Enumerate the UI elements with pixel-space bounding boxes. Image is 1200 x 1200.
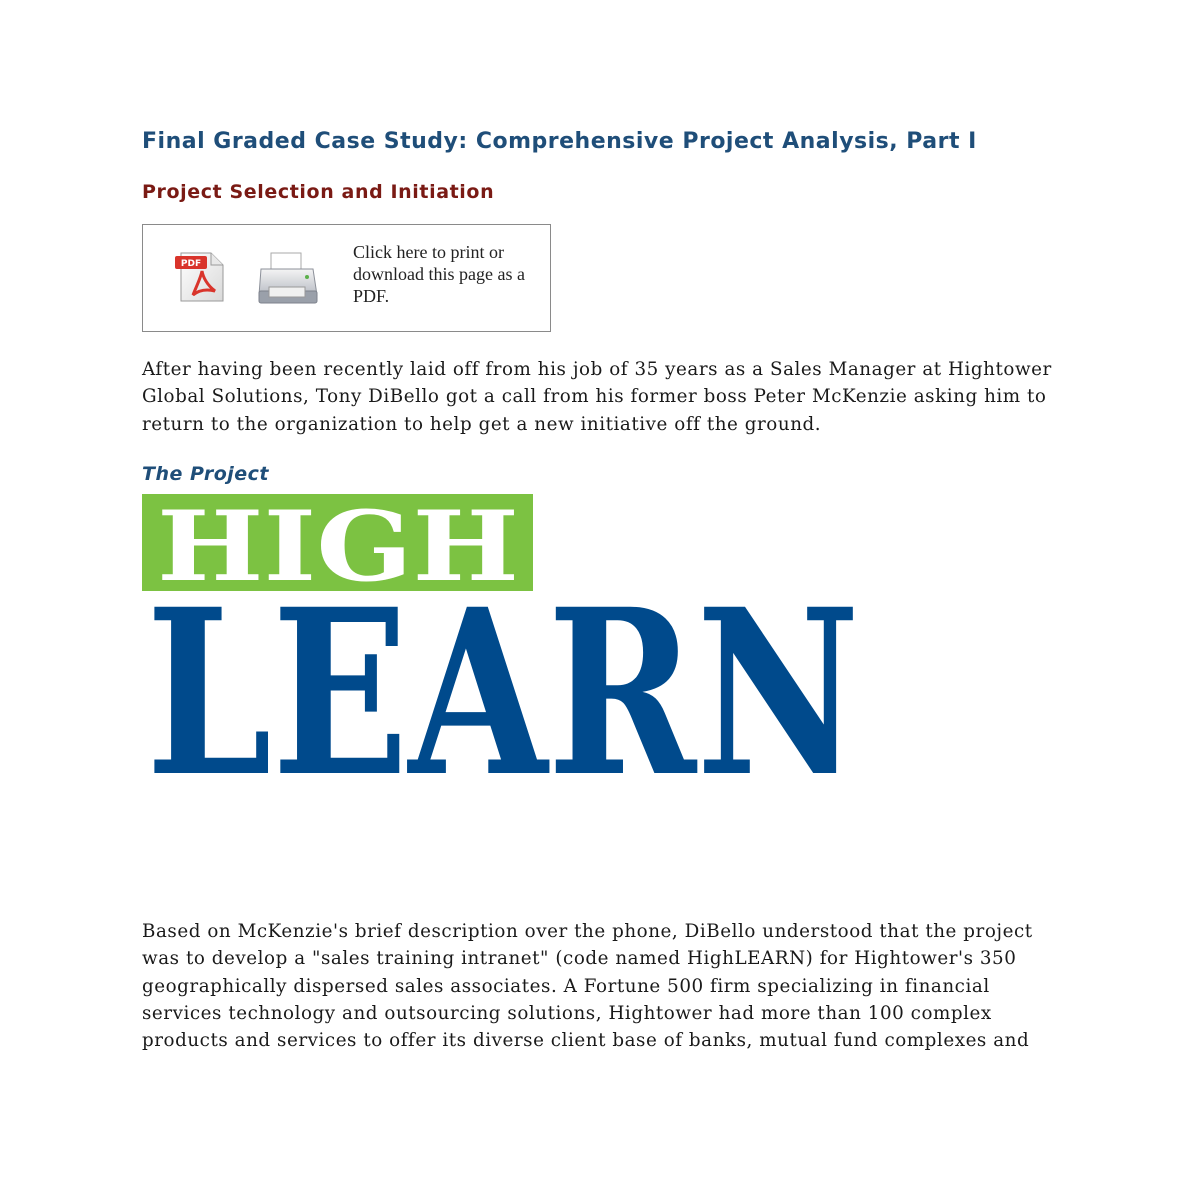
intro-paragraph: After having been recently laid off from his job of 35 years as a Sales Manager at Hightower Global Solutions, Tony DiBello got a call from his former boss Peter McKenzie asking him to return to the organization to help get a new initiative off the ground. [142,359,1052,435]
page-subtitle: Project Selection and Initiation [142,181,495,203]
page-title: Final Graded Case Study: Comprehensive Project Analysis, Part I [142,129,977,154]
pdf-file-icon [173,249,229,305]
document-page [142,128,1062,780]
highlearn-logo [142,494,864,776]
print-pdf-link-text[interactable]: Click here to print or download this page as a PDF. [353,242,525,306]
pdf-badge-label: PDF [180,259,202,269]
logo-word-learn: LEARN [146,558,860,776]
body-paragraph: Based on McKenzie's brief description over the phone, DiBello understood that the project was to develop a "sales training intranet" (code named HighLEARN) for Hightower's 350 geographically dispersed sales associates. A Fortune 500 firm specializing in financial services technology and outsourcing solutions, Hightower had more than 100 complex products and services to offer its diverse client base of banks, mutual fund complexes and [142,921,1033,1052]
logo-word-high: HIGH [157,493,519,603]
section-heading-the-project: The Project [142,462,269,485]
print-pdf-link[interactable] [142,224,551,332]
printer-icon [255,251,321,307]
